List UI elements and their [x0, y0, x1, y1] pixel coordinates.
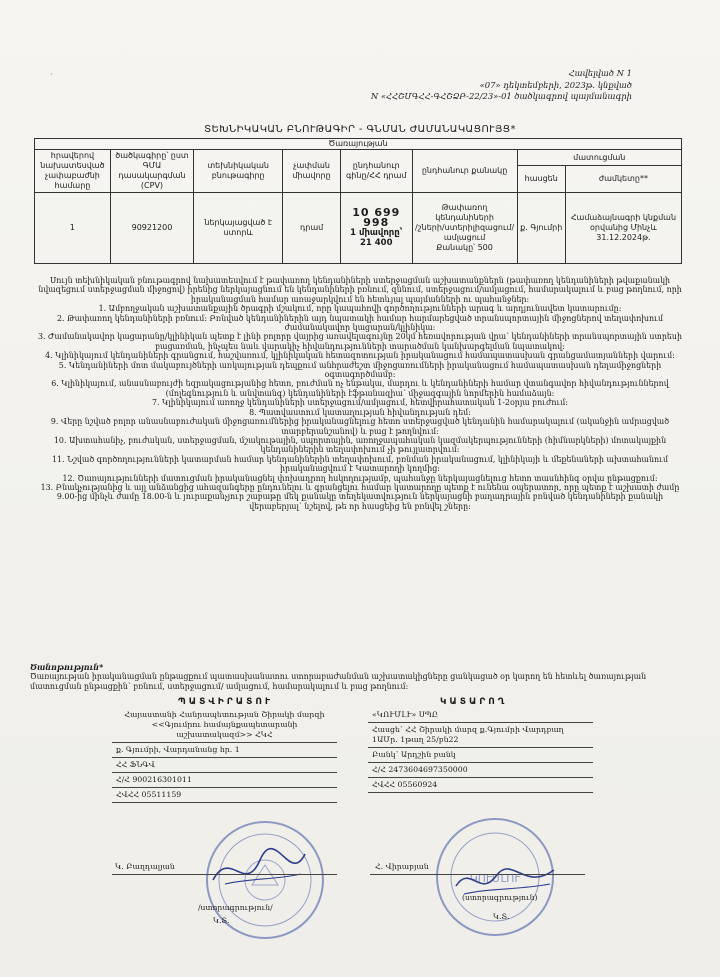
column-cpv: ծածկագիրը՝ ըստ ԳՄԱ դասակարգման (CPV) [110, 150, 193, 193]
specification-table [34, 138, 682, 264]
buyer-sign-line [112, 874, 337, 875]
cell-lot: 1 [35, 193, 111, 264]
annex-line-1: Հավելված N 1 [568, 68, 632, 78]
quantity-line: Թափառող կենդանիների [435, 203, 494, 222]
intro-paragraph: Սույն տեխնիկական բնութագրով նախատեսվում է թափառող կենդանիների ստերջացման աշխատանքներն (թափառող կենդանիների թվաքանակի նվազեցում ստերջացման միջոցով) իրենից ներկայացնում են կենդանիների բռնում, զննում, ստերջացում/ամլացում, համարակալում և բաց թողնում, որի իրականացման համար առաջարկվում են հետևյալ պայմանների ու պահանջներ: [38, 276, 682, 304]
quantity-line: /շների/ստերիլիզացում/ [414, 223, 515, 232]
list-item: 3. Ժամանակավոր կացարանը/կլինիկան պետք է լինի բոլորը վայրից առավելագույնը 20կմ հեռավորության վրա՝ կենդանիների տրանսպորտային ստրեսի բացառման, ինչպես նաև վարակիչ հիվանդությունների տարածման կանխարգելման նպատակով: [38, 332, 682, 351]
note-title: Ծանոթություն* [30, 663, 104, 672]
cell-deadline: Համաձայնագրի կնքման օրվանից Մինչև 31.12.2024թ. [565, 193, 681, 264]
contractor-heading: ԿԱՏԱՐՈՂ [440, 697, 508, 707]
price-unit-value: 21 400 [359, 238, 393, 248]
buyer-signature [205, 840, 315, 900]
annex-line-2: «07» դեկտեմբերի, 2023թ. կնքված [479, 79, 632, 90]
list-item: 6. Կլինիկայում, անասնաբույժի եզրակացությանից հետո, բուժման ոչ ենթակա, մարդու և կենդանիների համար վտանգավոր հիվանդություններով (մոլեգնություն և անվտանգ) կենդանիների էֆթանազիա՝ միջազգային նորմերին համաձայն: [51, 379, 669, 398]
specification-body [30, 276, 690, 511]
contractor-signer-name: Հ. Վիրաբյան [375, 862, 429, 871]
contractor-address [368, 723, 593, 748]
buyer-name-line: <<Գյումրու համայնքապետարանի [151, 720, 298, 729]
column-total-price: ընդհանուր գինը/ՀՀ դրամ [340, 150, 412, 193]
column-deadline: ժամկետը** [565, 166, 681, 193]
cell-price [340, 193, 412, 264]
table-row [35, 193, 682, 264]
contractor-account: Հ/Հ 2473604697350000 [368, 763, 593, 778]
list-item: 7. Կլինիկայում առողջ կենդանիների ստերջացում/ամլացում, հետվիրահատական 1-2օրյա բուժում: [151, 398, 569, 408]
table-group-header: Ծառայության [35, 139, 682, 150]
note-block [30, 663, 690, 691]
column-total-quantity: ընդհանուր քանակը [412, 150, 517, 193]
annex-reference [192, 68, 632, 103]
buyer-name-line: Հայաստանի Հանրապետության Շիրակի մարզի [124, 710, 325, 719]
list-item: 11. Նշված գործողությունների կատարման համար կենդանիներին տեղափոխում, բռնման իրականացում, կլինիկայի և մեքենաների ախտահանում իրականացվում է Կատարողի կողմից: [51, 454, 669, 474]
contractor-address-line: 1ԱՄր. 1թաղ 25/բն22 [372, 735, 459, 744]
quantity-line: ամլացում [443, 233, 486, 242]
list-item: 4. Կլինիկայում կենդանիների գրանցում, հաշվառում, կլինիկական հետազոտության իրականացում համապատասխան գրանցամատյանների վարում: [45, 351, 675, 361]
contractor-sign-caption: (ստորագրություն) [462, 893, 538, 902]
column-specification: տեխնիկական բնութագիրը [194, 150, 283, 193]
column-address: հասցեն [517, 166, 565, 193]
contractor-details [368, 708, 593, 793]
list-item: 5. Կենդանիների մոտ մակաբույծների առկայության դեպքում անհրաժեշտ միջոցառումների իրականացում համապատասխան դեղամիջոցների օգտագործմամբ: [58, 360, 662, 380]
buyer-account: Հ/Հ 900216301011 [112, 773, 337, 788]
contractor-bank: Բանկ՝ Արդշին բանկ [368, 748, 593, 763]
buyer-seal-label: Կ.Տ. [213, 916, 230, 925]
column-lot-number: հրավերով նախատեսված չափաբաժնի համարը [35, 150, 111, 193]
svg-text:ԿՈՒՄԼՈՒ: ԿՈՒՄԼՈՒ [469, 872, 521, 885]
list-item: 10. Ախտահանիչ, բուժական, ստերջացման, մշակութային, սպորտային, առողջապահական կազմակերպությունների (հիմնարկների) մոտակայքին կենդանիներին տեղափոխում չի թույլատրվում: [53, 435, 667, 455]
buyer-name [112, 708, 337, 743]
buyer-name-line: աշխատակազմ>> ՀԿՀ [176, 730, 273, 739]
column-unit: չափման միավորը [283, 150, 341, 193]
document-title: ՏԵԽՆԻԿԱԿԱՆ ԲՆՈՒԹԱԳԻՐ - ԳՆՄԱՆ ԺԱՄԱՆԱԿԱՑՈՒՅՑ* [204, 124, 516, 135]
cell-quantity [412, 193, 517, 264]
buyer-sign-caption: /ստորագրություն/ [198, 903, 273, 912]
cell-unit: դրամ [283, 193, 341, 264]
cell-cpv: 90921200 [110, 193, 193, 264]
list-item: 8. Պատվաստում կատաղության հիվանդության դեմ: [249, 407, 471, 417]
scan-speck: · [50, 70, 53, 79]
list-item: 13. Բնակչությանից և այլ անձանցից ահազանգերը ընդունելու և գրանցելու համար կատարողը պետք է ունենա օպերատոր, որը պետք է աշխատի ժամը 9.00-ից մինչև ժամը 18.00-ն և յուրաքանչյուր շաբաթը մեկ քանակը տեղեկատվություն ներկայացնի բաղադրային բռնված կենդանիների քանակի վերաբերյալ՝ նշելով, թե որ հասցեից են բռնվել շները: [40, 482, 680, 511]
cell-spec: ներկայացված է ստորև [194, 193, 283, 264]
contractor-sign-line [370, 874, 585, 875]
quantity-line: Քանակը՝ 500 [436, 243, 493, 252]
contractor-tin: ՀՎՀՀ 05560924 [368, 778, 593, 793]
contractor-name: «ԿՈՒՄԼՒ» ՍՊԸ [368, 708, 593, 723]
price-unit-label: 1 միավորը՝ [350, 228, 403, 238]
buyer-signer-name: Կ. Բաղդալյան [115, 862, 175, 871]
note-text: Ծառայության իրականացման ընթացքում պատասխանատու ստորաբաժանման աշխատակիցները ցանկացած օր կարող են հետևել ծառայության մատուցման ընթացքին՝ բռնում, ստերջացում/ ամլացում, համարակալում և բաց թողնում: [30, 672, 647, 691]
list-item: 2. Թափառող կենդանիների բռնում: Բռնված կենդանիներին այդ նպատակի համար հարմարեցված տրանսպորտային միջոցներով տեղափոխում ժամանակավոր կացարան/կլինիկա: [56, 313, 664, 333]
list-item: 9. Վերը նշված բոլոր անասնաբուժական միջոցառումներից իրականացնելուց հետո ստերջացված կենդանին համարակալում (ականջին ամրացված տարբերանշանով) և բաց է թողնվում: [50, 417, 670, 436]
buyer-heading: ՊԱՏՎԻՐԱՏՈՒ [178, 697, 274, 707]
annex-line-3: N «ՀՀՇՄԳՀՀ-ԳՀՇՁԲ-22/23»-01 ծածկագրով պայմանագրի [370, 91, 632, 101]
buyer-address: ք. Գյումրի, Վարդանանց հր. 1 [112, 743, 337, 758]
buyer-details [112, 708, 337, 803]
contractor-seal-label: Կ.Տ. [493, 912, 510, 921]
contractor-address-line: Հասցե՝ ՀՀ Շիրակի մարզ ք.Գյումրի Վարդբաղ [372, 725, 564, 734]
price-total: 10 699 998 [352, 206, 401, 229]
cell-address: ք. Գյումրի [517, 193, 565, 264]
buyer-bank: ՀՀ ՖՆԳՎ [112, 758, 337, 773]
buyer-tin: ՀՎՀՀ 05511159 [112, 788, 337, 803]
list-item: 1. Ամբողջական աշխատանքային ծրագրի մշակում, որը կապահովի գործողությունների արագ և արդյունավետ կատարումը: [98, 304, 622, 314]
list-item: 12. Ծառայությունների մատուցման իրականացնել փոխադրող հսկողությամբ, պահանջը ներկայացնելուց հետո տասնհինգ օրվա ընթացքում: [62, 473, 658, 483]
column-delivery-group: մատուցման [517, 150, 681, 166]
